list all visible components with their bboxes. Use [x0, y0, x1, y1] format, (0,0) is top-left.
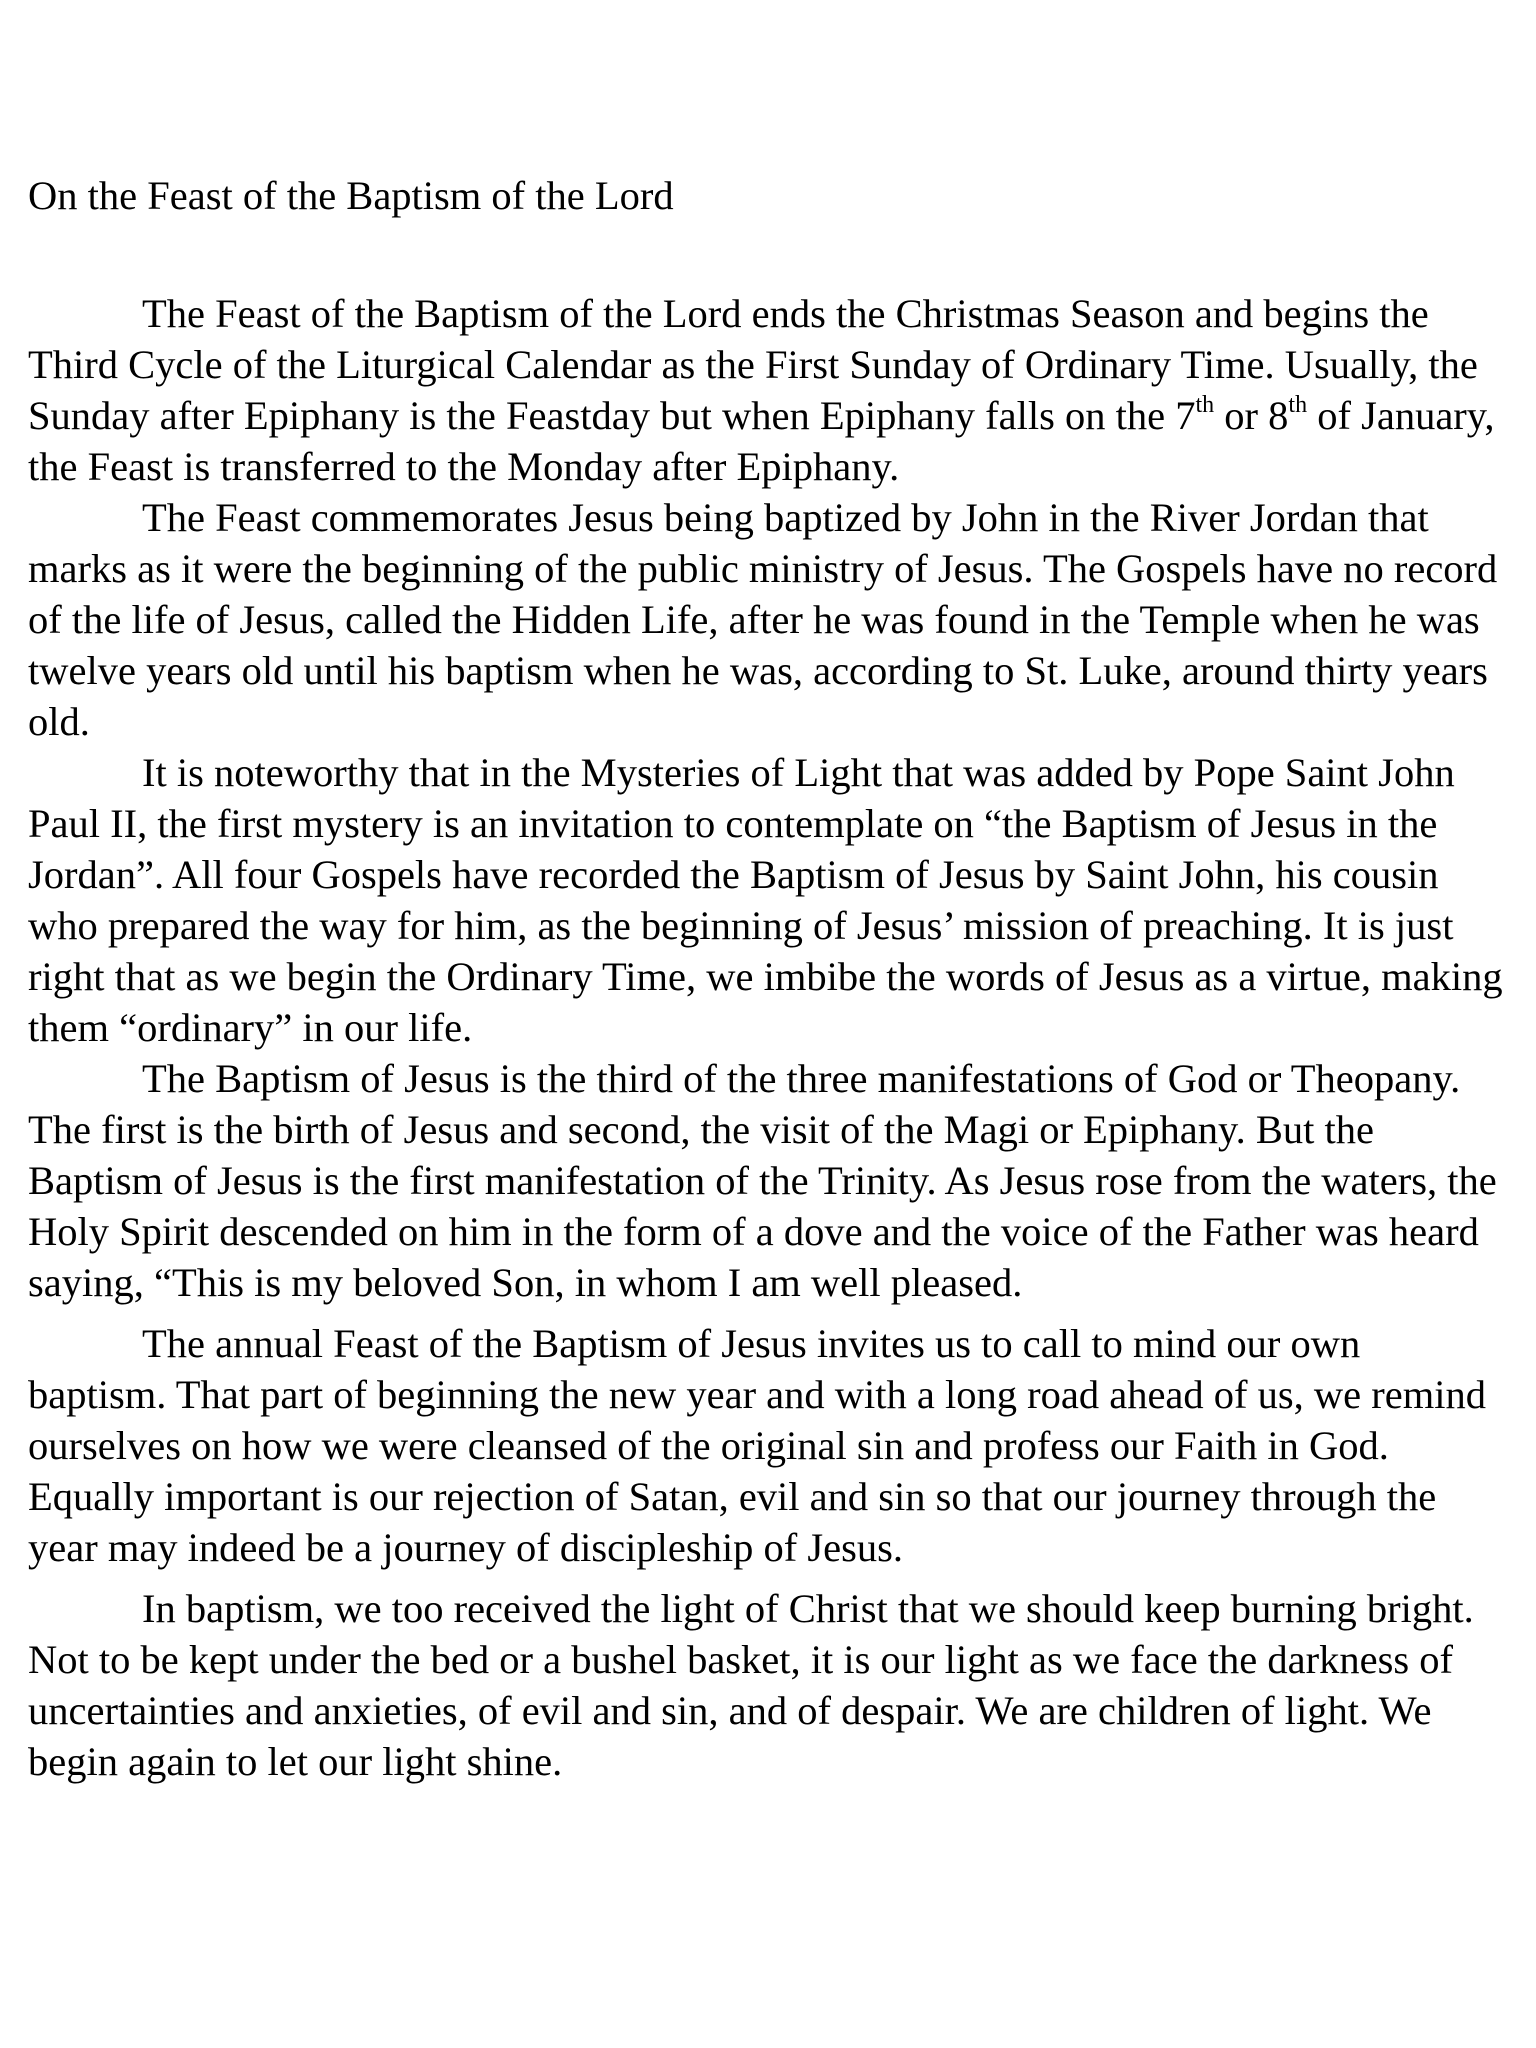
- paragraph-1-text-c: of January, the Feast is transferred to the Monday after Epiphany.: [28, 393, 1495, 489]
- paragraph-5: The annual Feast of the Baptism of Jesus invites us to call to mind our own baptism. That part of beginning the new year and with a long road ahead of us, we remind ourselves on how we were cleansed of the original sin and profess our Faith in God. Equally important is our rejection of Satan, evil and sin so that our journey through the year may indeed be a journey of discipleship of Jesus.: [28, 1321, 1486, 1570]
- ordinal-suffix-7th: th: [1195, 392, 1215, 418]
- paragraph-3: It is noteworthy that in the Mysteries of Light that was added by Pope Saint John Paul II, the first mystery is an invitation to contemplate on “the Baptism of Jesus in the Jordan”. All four Gospels have recorded the Baptism of Jesus by Saint John, his cousin who prepared the way for him, as the beginning of Jesus’ mission of preaching. It is just right that as we begin the Ordinary Time, we imbibe the words of Jesus as a virtue, making them “ordinary” in our life.: [28, 750, 1503, 1050]
- paragraph-4: The Baptism of Jesus is the third of the three manifestations of God or Theopany. The first is the birth of Jesus and second, the visit of the Magi or Epiphany. But the Baptism of Jesus is the first manifestation of the Trinity. As Jesus rose from the waters, the Holy Spirit descended on him in the form of a dove and the voice of the Father was heard saying, “This is my beloved Son, in whom I am well pleased.: [28, 1056, 1497, 1305]
- paragraph-1-text-b: or 8: [1214, 393, 1289, 438]
- ordinal-suffix-8th: th: [1288, 392, 1308, 418]
- paragraph-2: The Feast commemorates Jesus being baptized by John in the River Jordan that marks as it were the beginning of the public ministry of Jesus. The Gospels have no record of the life of Jesus, called the Hidden Life, after he was found in the Temple when he was twelve years old until his baptism when he was, according to St. Luke, around thirty years old.: [28, 495, 1498, 744]
- page-title: On the Feast of the Baptism of the Lord: [28, 173, 674, 218]
- paragraph-6: In baptism, we too received the light of Christ that we should keep burning bright. Not to be kept under the bed or a bushel basket, it is our light as we face the darkness of uncertainties and anxieties, of evil and sin, and of despair. We are children of light. We begin again to let our light shine.: [28, 1586, 1474, 1784]
- paragraph-1: [28, 288, 1508, 492]
- paragraph-1-text-a: The Feast of the Baptism of the Lord ends the Christmas Season and begins the Third Cycle of the Liturgical Calendar as the First Sunday of Ordinary Time. Usually, the Sunday after Epiphany is the Feastday but when Epiphany falls on the 7: [28, 291, 1478, 438]
